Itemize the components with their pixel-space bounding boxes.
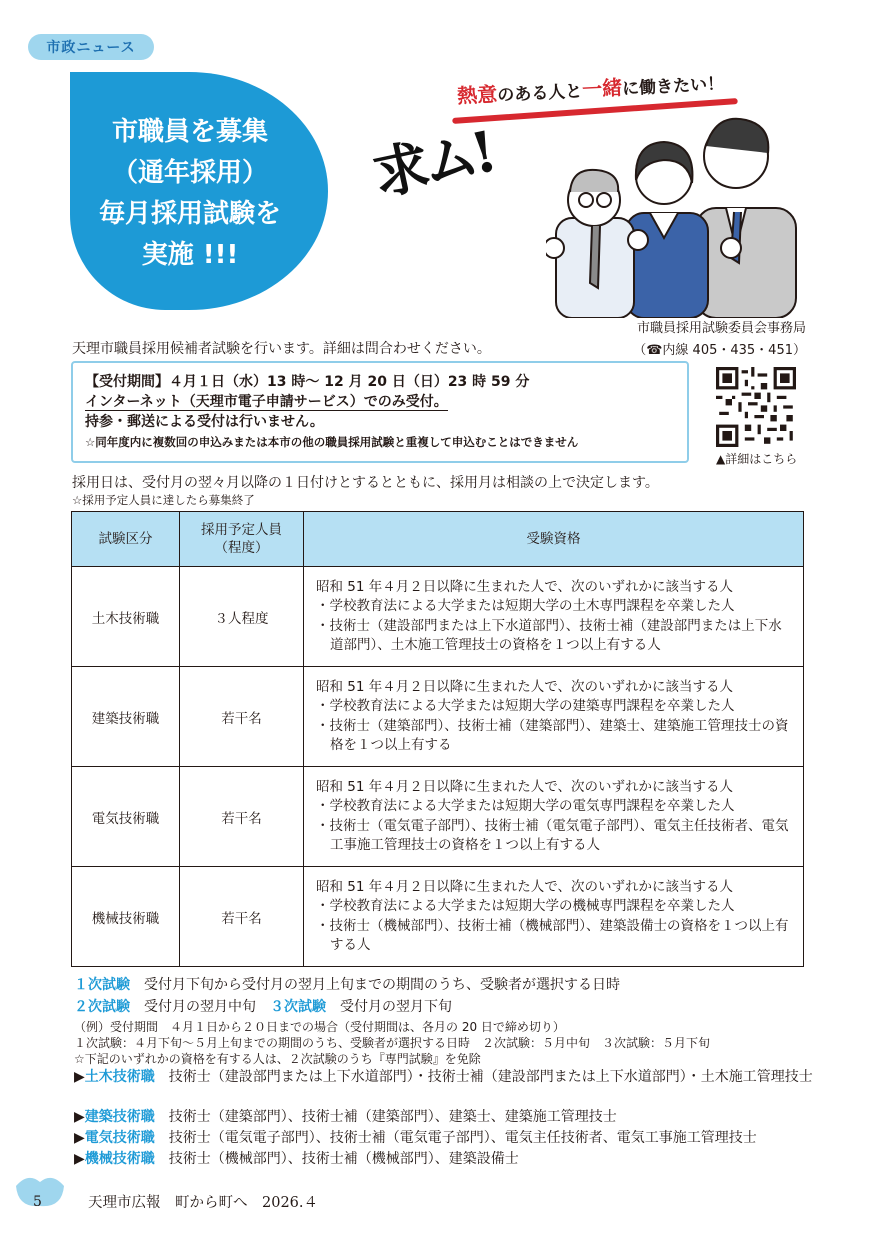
table-header-row	[72, 512, 804, 567]
exam-table	[71, 511, 804, 967]
first-exam-label: １次試験	[74, 977, 130, 993]
exemption-text: 技術士（機械部門）、技術士補（機械部門）、建築設備士	[168, 1151, 519, 1167]
contact-office	[633, 318, 806, 362]
exemption-label: 土木技術職	[84, 1069, 155, 1085]
row-category: 機械技術職	[72, 867, 180, 967]
office-name: 市職員採用試験委員会事務局	[636, 321, 806, 336]
third-exam-text: 受付月の翌月下旬	[340, 999, 452, 1015]
period-line: 持参・郵送による受付は行いません。	[85, 414, 324, 430]
slogan-emphasis: 一緒	[581, 75, 623, 102]
header-qualification: 受験資格	[304, 512, 804, 567]
headline-line: 市職員を募集	[111, 117, 268, 147]
first-exam	[74, 974, 620, 994]
row-count: 若干名	[180, 667, 304, 767]
table-row	[72, 867, 804, 967]
exemption-text: 技術士（建築部門）、技術士補（建築部門）、建築士、建築施工管理技士	[168, 1109, 617, 1125]
header-count	[180, 512, 304, 567]
qualification-line: ・技術士（機械部門）、技術士補（機械部門）、建築設備士の資格を１つ以上有する人	[316, 917, 789, 953]
slogan-emphasis: 熱意	[456, 81, 498, 109]
schedule-example: １次試験：４月下旬～５月上旬までの期間のうち、受験者が選択する日時 ２次試験：５月中旬 ３次試験：５月下旬	[74, 1036, 711, 1050]
headline-line: （通年採用）	[111, 158, 268, 188]
qualification-line: ・学校教育法による大学または短期大学の機械専門課程を卒業した人	[316, 898, 735, 914]
exemption-item: ▶土木技術職 技術士（建設部門または上下水道部門）・技術士補（建設部門または上下水道部門）・土木施工管理技士	[74, 1069, 813, 1085]
slogan-text: のある人と	[496, 81, 583, 106]
period-line: インターネット（天理市電子申請サービス）でのみ受付。	[85, 394, 448, 410]
qualification-line: 昭和 51 年４月２日以降に生まれた人で、次のいずれかに該当する人	[316, 678, 733, 695]
row-category: 土木技術職	[72, 567, 180, 667]
exemption-item: ▶機械技術職 技術士（機械部門）、技術士補（機械部門）、建築設備士	[74, 1151, 519, 1167]
exemption-label: 機械技術職	[84, 1151, 155, 1167]
exemption-item: ▶電気技術職 技術士（電気電子部門）、技術士補（電気電子部門）、電気主任技術者、電気工事施工管理技士	[74, 1130, 757, 1146]
qr-code[interactable]	[716, 367, 796, 447]
second-exam-text: 受付月の翌月中旬	[144, 999, 256, 1015]
qualification-line: 昭和 51 年４月２日以降に生まれた人で、次のいずれかに該当する人	[316, 578, 733, 595]
staff-illustration	[546, 108, 808, 318]
page-number: 5	[33, 1194, 42, 1210]
row-count: ３人程度	[180, 567, 304, 667]
row-category: 建築技術職	[72, 667, 180, 767]
exempt-note: ☆下記のいずれかの資格を有する人は、２次試験のうち『専門試験』を免除	[74, 1052, 481, 1066]
row-qualification	[304, 867, 804, 967]
headline-line: 毎月採用試験を	[98, 199, 281, 229]
exemption-text: 技術士（電気電子部門）、技術士補（電気電子部門）、電気主任技術者、電気工事施工管理技士	[168, 1130, 757, 1146]
row-qualification	[304, 767, 804, 867]
exemption-label: 建築技術職	[84, 1109, 155, 1125]
table-row	[72, 667, 804, 767]
qualification-line: ・技術士（建築部門）、技術士補（建築部門）、建築士、建築施工管理技士の資格を１つ以上有する	[316, 717, 789, 753]
qualification-line: ・学校教育法による大学または短期大学の電気専門課程を卒業した人	[316, 798, 735, 814]
exemption-label: 電気技術職	[84, 1130, 155, 1146]
adoption-note: 採用日は、受付月の翌々月以降の１日付けとするとともに、採用月は相談の上で決定します。	[72, 475, 659, 491]
slogan-text: に働きたい！	[621, 74, 725, 100]
row-category: 電気技術職	[72, 767, 180, 867]
intro-text: 天理市職員採用候補者試験を行います。詳細は問合わせください。	[72, 341, 491, 357]
second-third-exam	[74, 996, 452, 1016]
row-qualification	[304, 667, 804, 767]
row-qualification	[304, 567, 804, 667]
table-row	[72, 767, 804, 867]
qualification-line: ・技術士（建設部門または上下水道部門）、技術士補（建設部門または上下水道部門）、土木施工管理技士の資格を１つ以上有する人	[316, 617, 782, 653]
first-exam-text: 受付月下旬から受付月の翌月上旬までの期間のうち、受験者が選択する日時	[144, 977, 620, 993]
table-row	[72, 567, 804, 667]
qualification-line: 昭和 51 年４月２日以降に生まれた人で、次のいずれかに該当する人	[316, 878, 733, 895]
limit-note: ☆採用予定人員に達したら募集終了	[72, 493, 255, 507]
period-line: 【受付期間】４月１日（水）13 時～ 12 月 20 日（日）23 時 59 分	[85, 374, 530, 390]
third-exam-label: ３次試験	[270, 999, 326, 1015]
schedule-example: （例）受付期間 ４月１日から２０日までの場合（受付期間は、各月の 20 日で締め切り）	[74, 1020, 565, 1034]
header-count-line: （程度）	[214, 540, 269, 556]
row-count: 若干名	[180, 767, 304, 867]
header-category: 試験区分	[72, 512, 180, 567]
qualification-line: 昭和 51 年４月２日以降に生まれた人で、次のいずれかに該当する人	[316, 778, 733, 795]
row-count: 若干名	[180, 867, 304, 967]
exemption-item: ▶建築技術職 技術士（建築部門）、技術士補（建築部門）、建築士、建築施工管理技士	[74, 1109, 617, 1125]
header-count-line: 採用予定人員	[201, 522, 282, 538]
exemption-text: 技術士（建設部門または上下水道部門）・技術士補（建設部門または上下水道部門）・土木施工管理技士	[168, 1069, 813, 1085]
headline	[70, 112, 310, 276]
qualification-line: ・学校教育法による大学または短期大学の建築専門課程を卒業した人	[316, 698, 735, 714]
qualification-line: ・技術士（電気電子部門）、技術士補（電気電子部門）、電気主任技術者、電気工事施工管理技士の資格を１つ以上有する人	[316, 817, 789, 853]
office-phone: （☎内線 405・435・451）	[633, 343, 806, 358]
qr-caption: ▲詳細はこちら	[716, 452, 798, 466]
headline-line: 実施 !!!	[141, 240, 239, 270]
shout-text: 求ム!	[367, 119, 497, 209]
application-period-box	[71, 361, 689, 463]
footer-publication: 天理市広報 町から町へ 2026.４	[88, 1195, 319, 1211]
second-exam-label: ２次試験	[74, 999, 130, 1015]
period-note: ☆同年度内に複数回の申込みまたは本市の他の職員採用試験と重複して申込むことはできません	[85, 435, 579, 449]
section-tab: 市政ニュース	[28, 34, 154, 60]
qualification-line: ・学校教育法による大学または短期大学の土木専門課程を卒業した人	[316, 598, 735, 614]
